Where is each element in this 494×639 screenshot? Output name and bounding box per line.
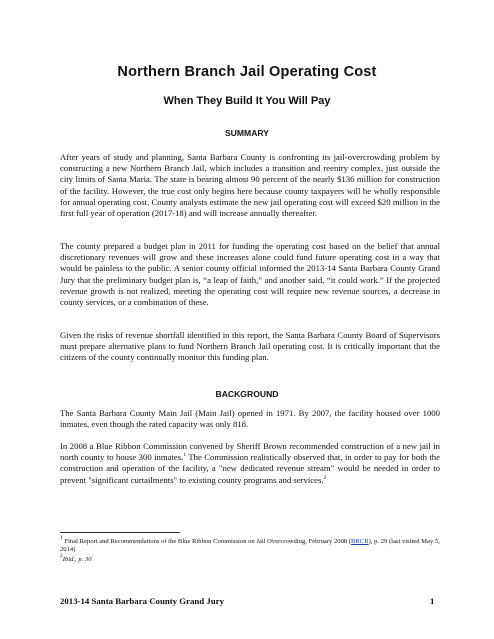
summary-paragraph-3: Given the risks of revenue shortfall identified in this report, the Santa Barbara County Board of Supervisors must prepare alternative plans to fund Northern Branch Jail operating cost. It is critically important that the citizens of the county continually monitor this funding plan. <box>60 330 440 363</box>
footnote-1-link[interactable]: BRCR <box>351 538 369 545</box>
footnote-ref-1[interactable]: 1 <box>183 452 187 459</box>
document-title: Northern Branch Jail Operating Cost <box>117 64 377 80</box>
footer-text: 2013-14 Santa Barbara County Grand Jury <box>60 596 224 606</box>
footnote-2-number: 2 <box>60 553 63 559</box>
background-paragraph-1: The Santa Barbara County Main Jail (Main Jail) opened in 1971. By 2007, the facility housed over 1000 inmates, even though the rated capacity was only 818. <box>60 408 440 430</box>
footnote-1-number: 1 <box>60 535 63 541</box>
summary-paragraph-2: The county prepared a budget plan in 2011 for funding the operating cost based on the belief that annual discretionary revenues will grow and these increases alone could fund future operating cost in a way that would be painless to the public. A senior county official informed the 2013-14 Santa Barbara County Grand Jury that the preliminary budget plan is, “a leap of faith,” and another said, “it could work.” If the projected revenue growth is not realized, meeting the operating cost will require new revenue sources, a decrease in county services, or a combination of these. <box>60 241 440 308</box>
summary-heading: SUMMARY <box>224 128 270 138</box>
footnote-divider <box>60 532 180 533</box>
footnote-2 <box>60 553 440 564</box>
footnote-1-text-b: ), p. 29 (last visited May 5, 2014) <box>60 538 440 554</box>
page-number: 1 <box>430 596 435 606</box>
summary-paragraph-1: After years of study and planning, Santa Barbara County is confronting its jail-overcrowding problem by constructing a new Northern Branch Jail, which includes a transition and reentry complex, just outside the city limits of Santa Maria. The state is bearing almost 90 percent of the nearly $136 million for construction of the facility. However, the true cost only begins here because county taxpayers will be wholly responsible for annual operating cost. County analysts estimate the new jail operating cost will exceed $20 million in the first full year of operation (2017-18) and will increase annually thereafter. <box>60 152 440 219</box>
footnote-1 <box>60 535 440 555</box>
footnote-1-text-a: Final Report and Recommendations of the Blue Ribbon Commission on Jail Overcrowding, February 2008 ( <box>62 538 352 545</box>
background-paragraph-2-text-a: In 2008 a Blue Ribbon Commission convened by Sheriff Brown recommended construction of a new jail in north county to house 300 inmates. <box>60 441 440 463</box>
footnote-2-text: Ibid., p. 30 <box>62 556 92 563</box>
footnote-ref-2[interactable]: 2 <box>323 474 327 481</box>
background-heading: BACKGROUND <box>215 389 279 399</box>
background-paragraph-2-text-b: The Commission realistically observed that, in order to pay for both the construction and operation of the facility, a "new dedicated revenue stream" would be needed in order to prevent "significant curtailments" to existing county programs and services. <box>60 452 441 485</box>
document-subtitle: When They Build It You Will Pay <box>163 95 331 107</box>
background-paragraph-2 <box>60 441 440 486</box>
